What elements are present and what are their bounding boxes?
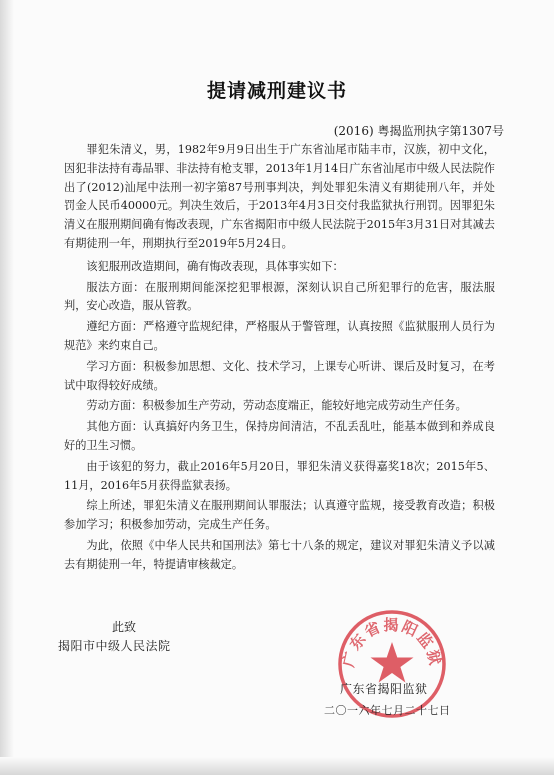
paragraph-intro: 该犯服刑改造期间，确有悔改表现，具体事实如下： bbox=[86, 259, 344, 273]
paragraph-discipline: 遵纪方面：严格遵守监规纪律，严格服从于警管理，认真按照《监狱服刑人员行为规范》来约束自己。 bbox=[64, 320, 495, 352]
paragraph-other: 其他方面：认真搞好内务卫生，保持房间清洁，不乱丢乱吐，能基本做到和养成良好的卫生习惯。 bbox=[64, 420, 495, 452]
seal-star-icon bbox=[371, 642, 414, 683]
paragraph-study: 学习方面：积极参加思想、文化、技术学习，上课专心听讲、课后及时复习，在考试中取得较好成绩。 bbox=[64, 359, 495, 392]
closing-recipient: 揭阳市中级人民法院 bbox=[58, 639, 171, 653]
paragraph-awards: 由于该犯的努力，截止2016年5月20日，罪犯朱清义获得嘉奖18次；2015年5、11月，2016年5月获得监狱表扬。 bbox=[64, 459, 495, 492]
issue-date: 二〇一六年七月二十七日 bbox=[324, 704, 451, 717]
closing-salutation: 此致 bbox=[112, 620, 137, 634]
paragraph-basic-info: 罪犯朱清义，男，1982年9月9日出生于广东省汕尾市陆丰市，汉族，初中文化，因犯非法持有毒品罪、非法持有枪支罪，2013年1月14日广东省汕尾市中级人民法院作出了(2012)汕尾中法刑一初字第87号刑事判决，判处罪犯朱清义有期徒刑八年，并处罚金人民币40000元。判决生效后，于2013年4月3日交付我监狱执行刑罚。因罪犯朱清义在服刑期间确有悔改表现，广东省揭阳市中级人民法院于2015年3月31日对其减去有期徒刑一年，刑期执行至2019年5月24日。 bbox=[64, 143, 495, 250]
seal-arc-text: 广东省揭阳监狱 bbox=[339, 616, 445, 669]
scan-edge-shadow-left bbox=[0, 0, 14, 775]
document-body bbox=[64, 141, 495, 577]
paragraph-obey-law: 服法方面：在服刑期间能深挖犯罪根源，深刻认识自己所犯罪行的危害，服法服判，安心改造，服从管教。 bbox=[64, 280, 495, 313]
paragraph-recommendation: 为此，依照《中华人民共和国刑法》第七十八条的规定，建议对罪犯朱清义予以减去有期徒刑一年，特提请审核裁定。 bbox=[64, 538, 495, 571]
signer-name: 广东省揭阳监狱 bbox=[340, 682, 428, 696]
document-number: (2016) 粤揭监刑执字第1307号 bbox=[333, 124, 504, 138]
document-title: 提请减刑建议书 bbox=[206, 80, 347, 102]
scan-edge-shadow-bottom bbox=[0, 757, 554, 775]
paragraph-summary: 综上所述，罪犯朱清义在服刑期间认罪服法；认真遵守监规，接受教育改造；积极参加学习；积极参加劳动，完成生产任务。 bbox=[64, 499, 495, 532]
paragraph-labor: 劳动方面：积极参加生产劳动，劳动态度端正，能较好地完成劳动生产任务。 bbox=[86, 399, 467, 413]
